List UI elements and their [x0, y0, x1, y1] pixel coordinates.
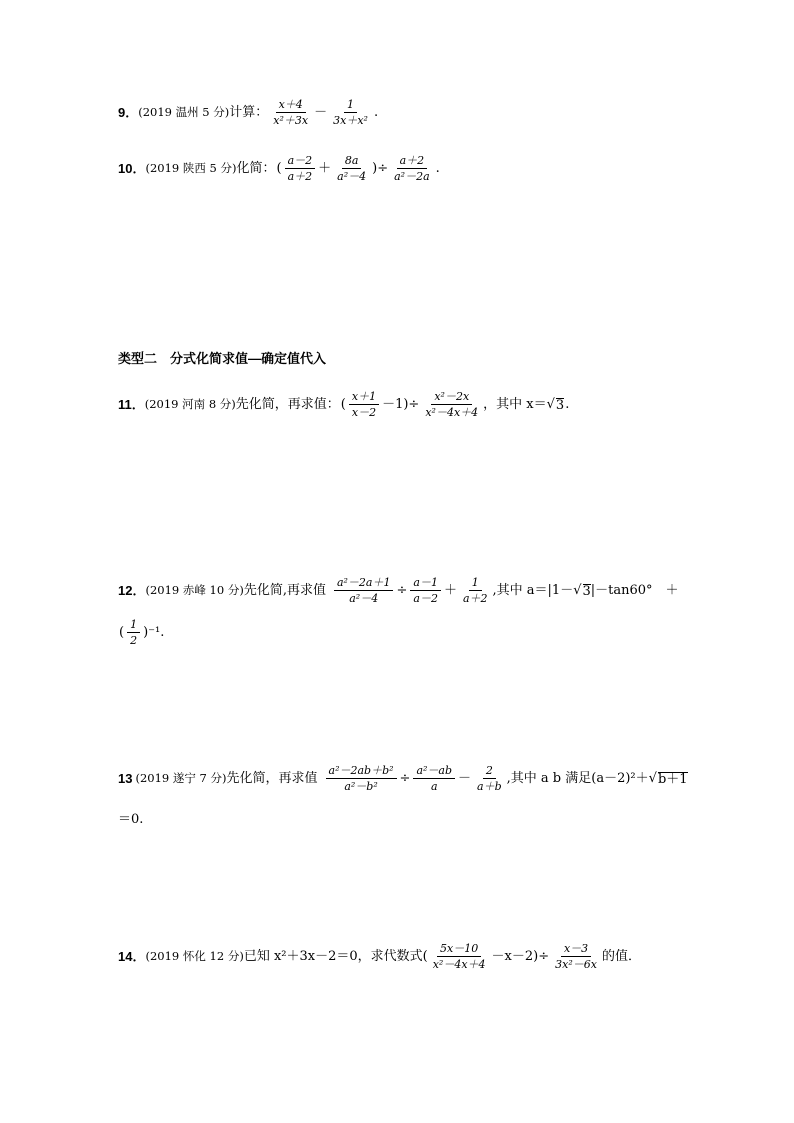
problem-13 — [118, 764, 688, 793]
numerator: 1 — [127, 618, 140, 633]
numerator: a－2 — [285, 154, 316, 169]
equation-tail: ＝0. — [118, 812, 144, 827]
fraction — [349, 390, 379, 419]
numerator: 5x－10 — [437, 942, 481, 957]
denominator: x－2 — [351, 406, 377, 419]
problem-number: 11． — [118, 397, 145, 412]
operator: ＋ — [443, 583, 457, 598]
condition-text: ,其中 a＝|1－ — [492, 583, 574, 598]
problem-number: 9． — [118, 105, 139, 120]
problem-10 — [118, 154, 441, 183]
operator: －1)÷ — [382, 397, 420, 412]
problem-source: (2019 赤峰 10 分) — [145, 582, 244, 597]
paren-open: ( — [276, 161, 282, 176]
sqrt-sign: √ — [546, 397, 555, 412]
problem-source: (2019 怀化 12 分) — [145, 948, 244, 963]
denominator: 2 — [130, 634, 138, 647]
paren-close-exponent: )⁻¹. — [143, 625, 165, 640]
problem-13-line-2 — [118, 808, 143, 827]
radicand: b＋1 — [657, 771, 688, 787]
numerator: x＋4 — [276, 98, 306, 113]
problem-instruction: 先化简，再求值： — [235, 397, 340, 412]
denominator: a — [430, 780, 438, 793]
numerator: 1 — [469, 576, 482, 591]
paren-open: ( — [119, 625, 125, 640]
numerator: x²－2x — [431, 390, 472, 405]
problem-instruction: 化简： — [236, 161, 276, 176]
question-tail: 的值． — [601, 949, 641, 964]
problem-number: 12． — [118, 583, 146, 598]
problem-14 — [118, 942, 641, 971]
operator: ÷ — [396, 583, 408, 598]
sqrt-sign: √ — [648, 771, 657, 786]
condition-text: ,其中 a b 满足(a－2)²＋ — [506, 771, 649, 786]
denominator: x²－4x＋4 — [432, 958, 486, 971]
period: . — [373, 105, 379, 120]
denominator: 3x²－6x — [555, 958, 597, 971]
problem-12 — [118, 576, 679, 605]
fraction — [127, 618, 140, 647]
denominator: a＋2 — [462, 592, 488, 605]
fraction — [326, 764, 397, 793]
denominator: a²－b² — [344, 780, 378, 793]
fraction — [413, 764, 455, 793]
fraction — [474, 764, 505, 793]
condition-text-2: |－tan60° ＋ — [590, 583, 679, 598]
section-heading: 类型二 分式化简求值—确定值代入 — [118, 351, 327, 366]
denominator: x²＋3x — [273, 114, 309, 127]
operator: －x－2)÷ — [491, 949, 550, 964]
problem-instruction: 先化简,再求值 — [243, 583, 326, 598]
problem-source: (2019 河南 8 分) — [144, 396, 236, 411]
denominator: a＋2 — [287, 170, 313, 183]
problem-12-line-2 — [118, 618, 165, 647]
numerator: 1 — [344, 98, 357, 113]
problem-instruction: 先化简，再求值 — [226, 771, 318, 786]
fraction — [334, 154, 369, 183]
numerator: a²－ab — [413, 764, 455, 779]
problem-source: (2019 陕西 5 分) — [145, 160, 237, 175]
sqrt-sign: √ — [573, 583, 582, 598]
period: . — [565, 397, 570, 412]
problem-instruction: 计算： — [229, 105, 269, 120]
denominator: a²－4 — [349, 592, 379, 605]
problem-number: 10． — [118, 161, 146, 176]
fraction — [430, 942, 489, 971]
denominator: x²－4x＋4 — [425, 406, 479, 419]
fraction — [285, 154, 316, 183]
problem-number: 14． — [118, 949, 146, 964]
problem-instruction: 已知 x²＋3x－2＝0，求代数式( — [243, 949, 428, 964]
fraction — [410, 576, 441, 605]
denominator: a²－2a — [394, 170, 430, 183]
numerator: x＋1 — [349, 390, 379, 405]
operator: － — [314, 105, 328, 120]
problem-11 — [118, 390, 570, 419]
fraction — [270, 98, 311, 127]
numerator: 8a — [342, 154, 362, 169]
numerator: a²－2ab＋b² — [326, 764, 397, 779]
problem-source: (2019 温州 5 分) — [138, 104, 230, 119]
paren-close-divide: )÷ — [372, 161, 389, 176]
condition-text: ，其中 x＝ — [483, 397, 547, 412]
fraction — [422, 390, 481, 419]
denominator: 3x＋x² — [333, 114, 368, 127]
operator: ＋ — [318, 161, 332, 176]
numerator: a²－2a＋1 — [334, 576, 394, 591]
fraction — [330, 98, 371, 127]
fraction — [552, 942, 600, 971]
radicand: 3 — [555, 397, 565, 413]
operator: ÷ — [399, 771, 411, 786]
denominator: a＋b — [477, 780, 502, 793]
paren-open: ( — [340, 397, 346, 412]
numerator: a－1 — [410, 576, 441, 591]
operator: － — [458, 771, 472, 786]
period: . — [435, 161, 440, 176]
denominator: a²－4 — [337, 170, 367, 183]
radicand: 3 — [582, 583, 591, 599]
fraction — [334, 576, 394, 605]
numerator: 2 — [483, 764, 496, 779]
fraction — [460, 576, 491, 605]
problem-source: (2019 遂宁 7 分) — [135, 770, 227, 785]
fraction — [391, 154, 433, 183]
numerator: a＋2 — [397, 154, 428, 169]
problem-number: 13 — [118, 771, 133, 786]
problem-9 — [118, 98, 379, 127]
numerator: x－3 — [561, 942, 591, 957]
denominator: a－2 — [413, 592, 438, 605]
